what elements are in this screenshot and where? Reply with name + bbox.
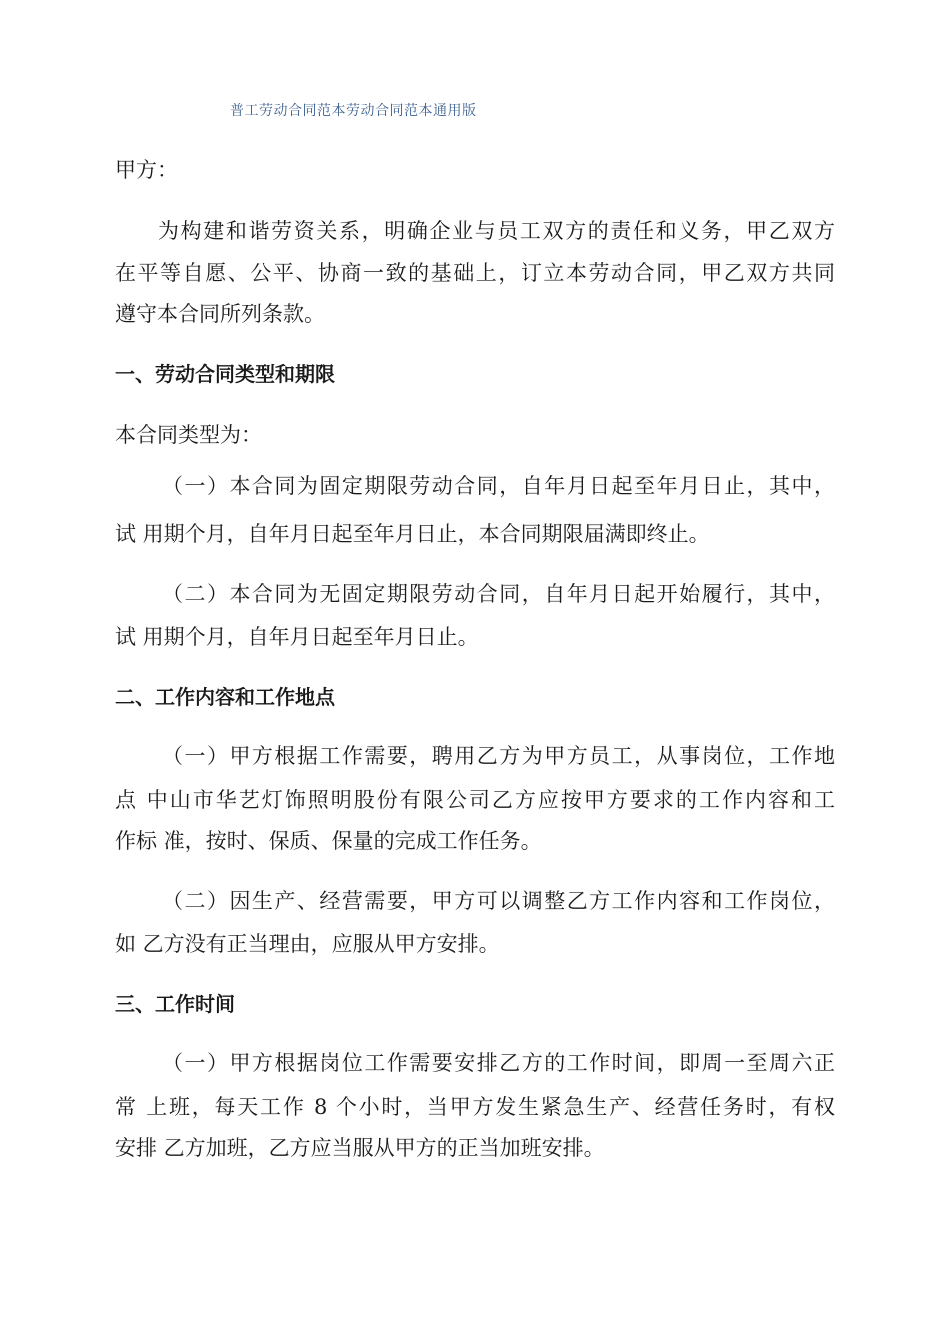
- intro-line-2: 在平等自愿、公平、协商一致的基础上，订立本劳动合同，甲乙双方共同: [115, 261, 835, 285]
- section2-item1-line-3: 作标 准，按时、保质、保量的完成工作任务。: [115, 829, 542, 853]
- section2-item1-line-2: 点 中山市华艺灯饰照明股份有限公司乙方应按甲方要求的工作内容和工: [115, 788, 835, 812]
- section3-item1-line-2: 常 上班，每天工作 8 个小时，当甲方发生紧急生产、经营任务时，有权: [115, 1095, 835, 1119]
- document-header-title: 普工劳动合同范本劳动合同范本通用版: [230, 103, 477, 119]
- section1-item2-line-1: （二）本合同为无固定期限劳动合同，自年月日起开始履行，其中，: [162, 582, 835, 606]
- section3-item1-line-1: （一）甲方根据岗位工作需要安排乙方的工作时间，即周一至周六正: [162, 1051, 835, 1075]
- intro-line-1: 为构建和谐劳资关系，明确企业与员工双方的责任和义务，甲乙双方: [158, 219, 835, 243]
- section2-item1-line-1: （一）甲方根据工作需要，聘用乙方为甲方员工，从事岗位，工作地: [162, 744, 835, 768]
- intro-line-3: 遵守本合同所列条款。: [115, 302, 325, 326]
- section3-item1-line-3: 安排 乙方加班，乙方应当服从甲方的正当加班安排。: [115, 1136, 605, 1160]
- section1-item2-line-2: 试 用期个月，自年月日起至年月日止。: [115, 625, 479, 649]
- party-a-label: 甲方：: [115, 158, 178, 182]
- section1-item1-line-1: （一）本合同为固定期限劳动合同，自年月日起至年月日止，其中，: [162, 474, 835, 498]
- section1-heading: 一、劳动合同类型和期限: [115, 362, 335, 386]
- section3-heading: 三、工作时间: [115, 992, 235, 1016]
- section2-item2-line-1: （二）因生产、经营需要，甲方可以调整乙方工作内容和工作岗位，: [162, 889, 835, 913]
- section2-heading: 二、工作内容和工作地点: [115, 685, 335, 709]
- section1-item1-line-2: 试 用期个月，自年月日起至年月日止，本合同期限届满即终止。: [115, 522, 710, 546]
- section2-item2-line-2: 如 乙方没有正当理由，应服从甲方安排。: [115, 932, 500, 956]
- section1-lead: 本合同类型为：: [115, 423, 262, 447]
